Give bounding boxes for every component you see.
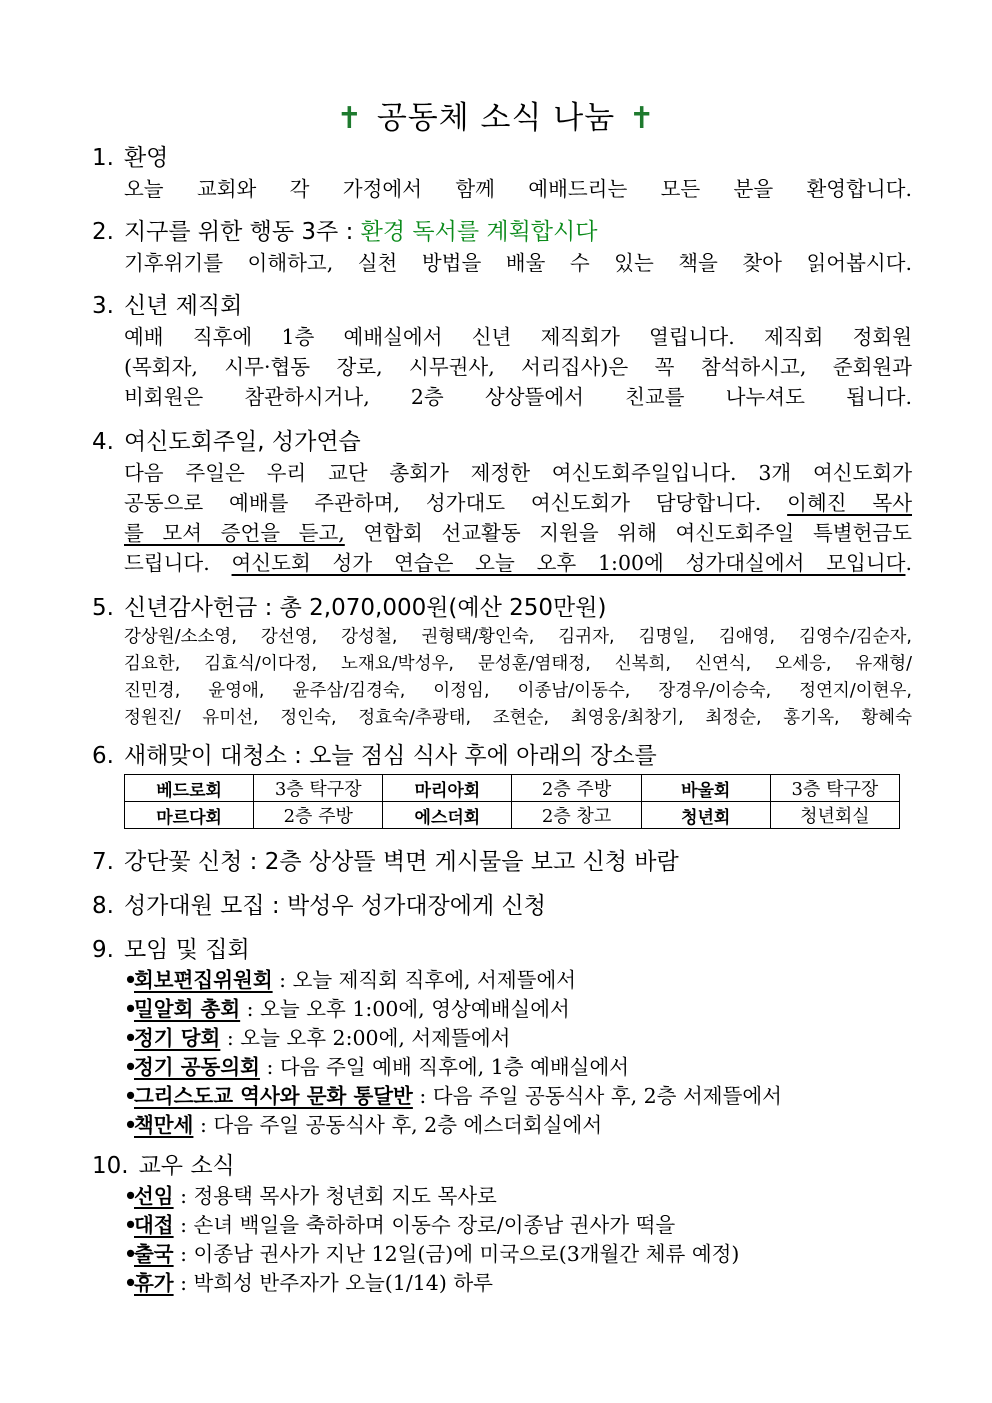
underlined-text: 이혜진 목사	[787, 491, 912, 515]
section-meetings	[92, 934, 912, 1140]
item-text: : 오늘 제직회 직후에, 서제뜰에서	[272, 968, 577, 992]
section-heading: 환영	[123, 145, 169, 171]
section-text	[124, 548, 912, 578]
group-name: 마리아회	[383, 775, 512, 802]
section-number: 2.	[92, 219, 114, 245]
section-number: 1.	[92, 145, 114, 171]
place: 3층 탁구장	[770, 775, 899, 802]
section-heading: 신년감사헌금 : 총 2,070,000원(예산 250만원)	[123, 595, 607, 621]
item-text: : 다음 주일 예배 직후에, 1층 예배실에서	[259, 1055, 630, 1079]
underlined-text: 여신도회 성가 연습은 오늘 오후 1:00에 성가대실에서 모입니다	[231, 551, 906, 575]
section-number: 8.	[92, 893, 114, 919]
section-member-news	[92, 1150, 912, 1298]
place: 청년회실	[770, 802, 899, 829]
section-text	[124, 518, 912, 548]
section-cleaning	[92, 740, 912, 829]
bullet-icon: •	[124, 1213, 138, 1237]
item-label: 선임	[134, 1184, 174, 1208]
cleaning-table	[124, 774, 900, 829]
list-item	[124, 1082, 912, 1111]
bullet-icon: •	[124, 1084, 138, 1108]
item-label: 밀알회 총회	[134, 997, 241, 1021]
bullet-icon: •	[124, 997, 138, 1021]
bullet-icon: •	[124, 968, 138, 992]
section-heading: 강단꽃 신청 : 2층 상상뜰 벽면 게시물을 보고 신청 바람	[123, 849, 679, 875]
section-heading: 신년 제직회	[123, 293, 243, 319]
text-run: .	[905, 551, 912, 575]
section-choir-recruit	[92, 890, 912, 922]
place: 2층 창고	[512, 802, 641, 829]
group-name: 마르다회	[125, 802, 254, 829]
list-item	[124, 1111, 912, 1140]
text-run: 연합회 선교활동 지원을 위해 여신도회주일 특별헌금도	[363, 521, 912, 545]
donor-names: 진민경, 윤영애, 윤주삼/김경숙, 이정임, 이종남/이동수, 장경우/이승숙, 정연지/이현우,	[124, 681, 912, 701]
section-number: 4.	[92, 429, 114, 455]
section-number: 6.	[92, 743, 114, 769]
table-row	[125, 802, 900, 829]
section-womens-sunday	[92, 426, 912, 578]
list-item	[124, 1182, 912, 1211]
bullet-icon: •	[124, 1242, 138, 1266]
section-offering	[92, 592, 912, 732]
bullet-icon: •	[124, 1026, 138, 1050]
section-text: 기후위기를 이해하고, 실천 방법을 배울 수 있는 책을 찾아 읽어봅시다.	[124, 251, 912, 275]
item-label: 정기 공동의회	[134, 1055, 260, 1079]
place: 2층 주방	[512, 775, 641, 802]
section-highlight: 환경 독서를 계획합시다	[360, 219, 598, 245]
item-text: : 다음 주일 공동식사 후, 2층 서제뜰에서	[412, 1084, 782, 1108]
section-text: 다음 주일은 우리 교단 총회가 제정한 여신도회주일입니다. 3개 여신도회가	[124, 461, 912, 485]
list-item	[124, 1269, 912, 1298]
page-title-text: 공동체 소식 나눔	[376, 100, 616, 136]
table-row	[125, 775, 900, 802]
item-label: 대접	[134, 1213, 174, 1237]
item-label: 출국	[134, 1242, 174, 1266]
item-text: : 오늘 오후 2:00에, 서제뜰에서	[220, 1026, 511, 1050]
section-text: 오늘 교회와 각 가정에서 함께 예배드리는 모든 분을 환영합니다.	[124, 177, 912, 201]
bullet-icon: •	[124, 1184, 138, 1208]
item-text: : 정용택 목사가 청년회 지도 목사로	[173, 1184, 497, 1208]
underlined-text: 를 모셔 증언을 듣고,	[124, 521, 345, 545]
item-label: 회보편집위원회	[134, 968, 273, 992]
section-earth-action	[92, 216, 912, 278]
item-label: 정기 당회	[134, 1026, 221, 1050]
list-item	[124, 1211, 912, 1240]
section-heading: 성가대원 모집 : 박성우 성가대장에게 신청	[123, 893, 546, 919]
donor-names: 정원진/ 유미선, 정인숙, 정효숙/추광태, 조현순, 최영웅/최창기, 최정순, 홍기옥, 황혜숙	[124, 708, 912, 728]
text-run: 공동으로 예배를 주관하며, 성가대도 여신도회가 담당합니다.	[124, 491, 762, 515]
section-welcome	[92, 142, 912, 204]
list-item	[124, 1024, 912, 1053]
group-name: 베드로회	[125, 775, 254, 802]
section-heading: 교우 소식	[138, 1153, 235, 1179]
place: 3층 탁구장	[254, 775, 383, 802]
item-text: : 이종남 권사가 지난 12일(금)에 미국으로(3개월간 체류 예정)	[173, 1242, 740, 1266]
item-text: : 다음 주일 공동식사 후, 2층 에스더회실에서	[193, 1113, 603, 1137]
section-heading: 여신도회주일, 성가연습	[123, 429, 361, 455]
group-name: 에스더회	[383, 802, 512, 829]
section-text	[124, 488, 912, 518]
donor-names: 김요한, 김효식/이다정, 노재요/박성우, 문성훈/염태정, 신복희, 신연식, 오세응, 유재형/	[124, 654, 912, 674]
donor-names: 강상원/소소영, 강선영, 강성철, 권형택/황인숙, 김귀자, 김명일, 김애영, 김영수/김순자,	[124, 627, 912, 647]
section-text: (목회자, 시무·협동 장로, 시무권사, 서리집사)은 꼭 참석하시고, 준회원과	[124, 355, 912, 379]
bullet-icon: •	[124, 1271, 138, 1295]
section-number: 3.	[92, 293, 114, 319]
group-name: 바울회	[641, 775, 770, 802]
cross-icon: ✝	[336, 101, 363, 136]
section-number: 5.	[92, 595, 114, 621]
list-item	[124, 1053, 912, 1082]
section-text: 비회원은 참관하시거나, 2층 상상뜰에서 친교를 나누셔도 됩니다.	[124, 385, 912, 409]
group-name: 청년회	[641, 802, 770, 829]
bullet-icon: •	[124, 1055, 138, 1079]
item-label: 책만세	[134, 1113, 194, 1137]
item-text: : 오늘 오후 1:00에, 영상예배실에서	[240, 997, 570, 1021]
section-number: 9.	[92, 937, 114, 963]
bullet-icon: •	[124, 1113, 138, 1137]
section-heading: 모임 및 집회	[123, 937, 250, 963]
section-number: 10.	[92, 1153, 129, 1179]
section-heading: 지구를 위한 행동 3주 :	[123, 219, 354, 245]
list-item	[124, 966, 912, 995]
item-text: : 박희성 반주자가 오늘(1/14) 하루	[173, 1271, 493, 1295]
section-altar-flowers	[92, 846, 912, 878]
item-label: 휴가	[134, 1271, 174, 1295]
section-heading: 새해맞이 대청소 : 오늘 점심 식사 후에 아래의 장소를	[123, 743, 657, 769]
text-run: 드립니다.	[124, 551, 210, 575]
section-new-year-council	[92, 290, 912, 412]
item-text: : 손녀 백일을 축하하며 이동수 장로/이종남 권사가 떡을	[173, 1213, 676, 1237]
list-item	[124, 995, 912, 1024]
section-number: 7.	[92, 849, 114, 875]
section-text: 예배 직후에 1층 예배실에서 신년 제직회가 열립니다. 제직회 정회원	[124, 325, 912, 349]
page-title	[0, 92, 992, 137]
list-item	[124, 1240, 912, 1269]
place: 2층 주방	[254, 802, 383, 829]
cross-icon: ✝	[629, 101, 656, 136]
item-label: 그리스도교 역사와 문화 통달반	[134, 1084, 413, 1108]
